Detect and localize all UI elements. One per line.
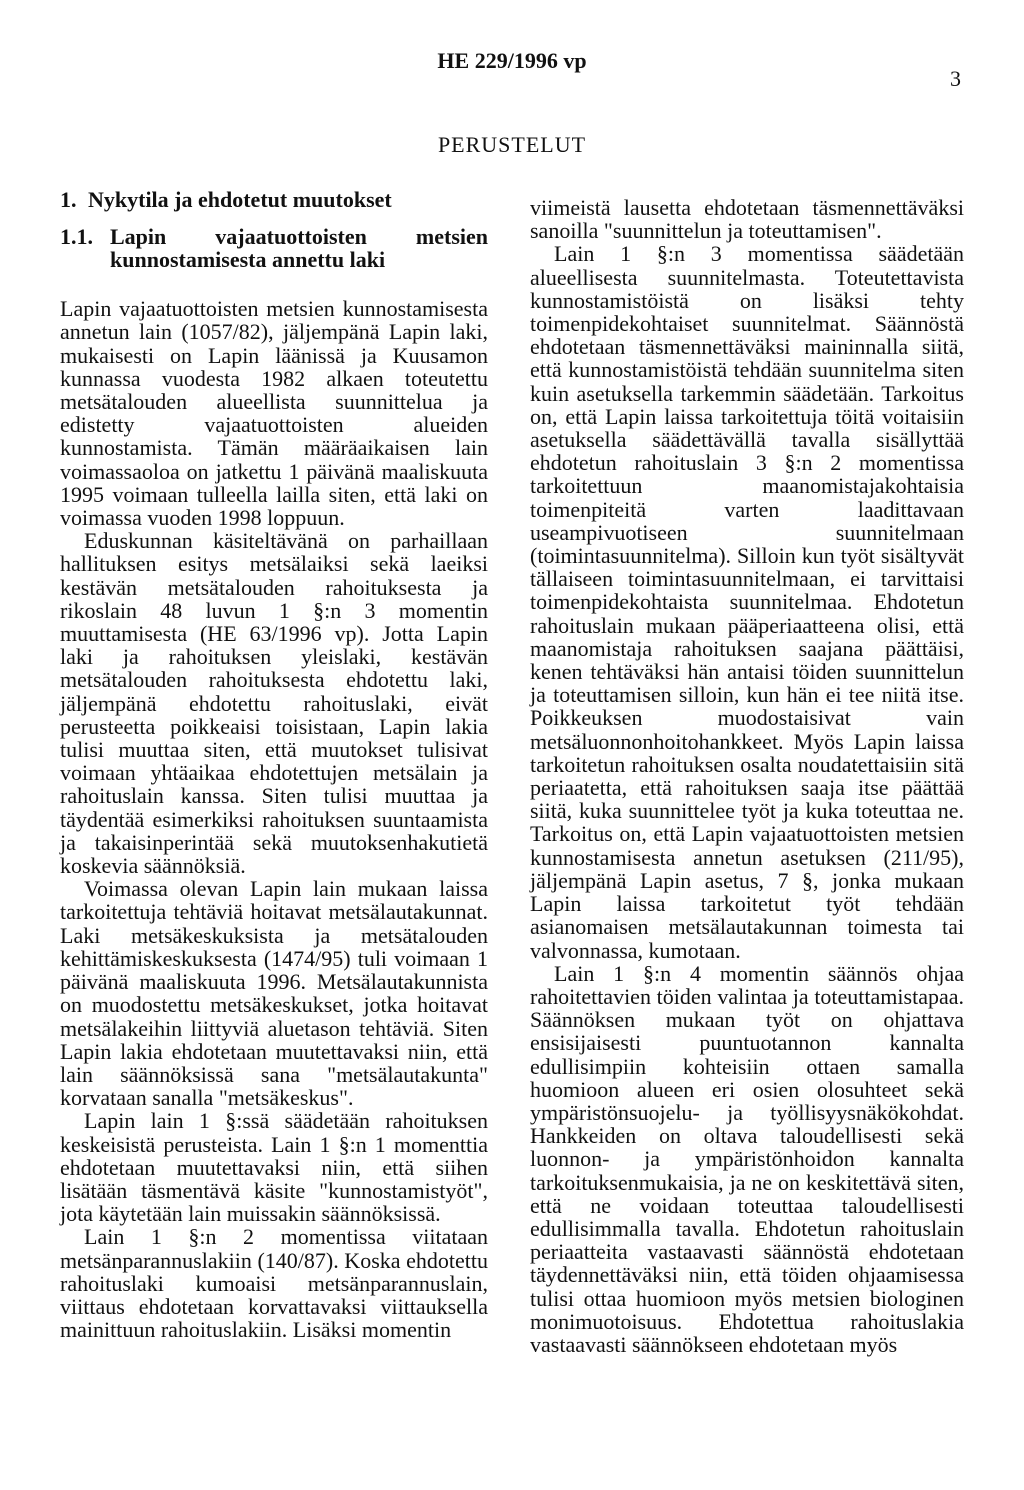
paragraph: viimeistä lausetta ehdotetaan täsmennettäväksi sanoilla "suunnittelun ja toteuttamisen". xyxy=(530,195,964,244)
section-heading-1 xyxy=(60,188,488,211)
paragraph: Eduskunnan käsiteltävänä on parhaillaan hallituksen esitys metsälaiksi sekä laeiksi kestävän metsätalouden rahoituksesta ja rikoslain 48 luvun 1 §:n 3 momentin muuttamisesta (HE 63/1996 vp). Jotta Lapin laki ja rahoituksen yleislaki, kestävän metsätalouden rahoituksesta ehdotettu laki, jäljempänä ehdotettu rahoituslaki, eivät perusteetta poikkeaisi toisistaan, Lapin lakia tulisi muuttaa siten, että muutokset tulisivat voimaan yhtäaikaa ehdotettujen metsälain ja rahoituslain kanssa. Siten tulisi muuttaa ja täydentää esimerkiksi rahoituksen suuntaamista ja takaisinperintää sekä muutoksenhakutietä koskevia säännöksiä. xyxy=(60,528,488,879)
paragraph: Lapin lain 1 §:ssä säädetään rahoituksen keskeisistä perusteista. Lain 1 §:n 1 momenttia ehdotetaan muutettavaksi niin, että siihen lisätään täsmentävä käsite "kunnostamistyöt", jota käytetään lain muissakin säännöksissä. xyxy=(60,1108,488,1227)
section-number: 1. xyxy=(60,187,77,212)
right-column xyxy=(530,196,964,1356)
left-column xyxy=(60,188,488,1341)
subsection-number: 1.1. xyxy=(60,224,93,250)
section-title: PERUSTELUT xyxy=(437,132,587,157)
section-heading-text: Nykytila ja ehdotetut muutokset xyxy=(88,187,392,212)
paragraph: Lain 1 §:n 3 momentissa säädetään alueellisesta suunnitelmasta. Toteutettavista kunnostamistöistä on lisäksi tehty toimenpidekohtaiset suunnitelmat. Säännöstä ehdotetaan täsmennettäväksi maininnalla siitä, että kunnostamistöistä tehdään suunnitelma siten kuin asetuksella tarkemmin säädetään. Tarkoitus on, että Lapin laissa tarkoitettuja töitä voitaisiin asetuksella säädettävällä tavalla sisällyttää ehdotetun rahoituslain 3 §:n 2 momentissa tarkoitettuun maanomistajakohtaisia toimenpiteitä varten laadittavaan useampivuotiseen suunnitelmaan (toimintasuunnitelma). Silloin kun työt sisältyvät tällaiseen toimintasuunnitelmaan, ei tarvittaisi toimenpidekohtaista suunnitelmaa. Ehdotetun rahoituslain mukaan pääperiaatteena olisi, että maanomistaja rahoituksen saajana päättäisi, kenen tehtäväksi hän antaisi töiden suunnittelun ja toteuttamisen silloin, kun hän ei tee niitä itse. Poikkeuksen muodostaisivat vain metsäluonnonhoitohankkeet. Myös Lapin laissa tarkoitetun rahoituksen osalta noudatettaisiin sitä periaatetta, että rahoituksen saaja itse päättää siitä, kuka suunnittelee työt ja kuka toteuttaa ne. Tarkoitus on, että Lapin vajaatuottoisten metsien kunnostamisesta annetun asetuksen (211/95), jäljempänä Lapin asetus, 7 §, jonka mukaan Lapin laissa tarkoitetut työt tehdään asianomaisen metsälautakunnan toimesta tai valvonnassa, kumotaan. xyxy=(530,241,964,963)
paragraph: Lain 1 §:n 2 momentissa viitataan metsänparannuslakiin (140/87). Koska ehdotettu rahoituslaki kumoaisi metsänparannuslain, viittaus ehdotetaan korvattavaksi viittauksella mainittuun rahoituslakiin. Lisäksi momentin xyxy=(60,1224,488,1343)
page-number: 3 xyxy=(950,66,961,91)
paragraph: Lain 1 §:n 4 momentin säännös ohjaa rahoitettavien töiden valintaa ja toteuttamistapaa. Säännöksen mukaan työt on ohjattava ensisijaisesti puuntuotannon kannalta edullisimpiin kohteisiin ottaen samalla huomioon alueen eri osien olosuhteet sekä ympäristönsuojelu- ja työllisyysnäkökohdat. Hankkeiden on oltava taloudellisesti sekä luonnon- ja ympäristönhoidon kannalta tarkoituksenmukaisia, ja ne on keskitettävä siten, että ne voidaan toteuttaa taloudellisesti edullisimmalla tavalla. Ehdotetun rahoituslain periaatteita vastaavasti säännöstä ehdotetaan täydennettäväksi niin, että töiden ohjaamisessa tulisi ottaa huomioon myös metsien biologinen monimuotoisuus. Ehdotettua rahoituslakia vastaavasti säännökseen ehdotetaan myös xyxy=(530,960,964,1357)
subsection-heading-text: Lapin vajaatuottoisten metsien kunnostamisesta annettu laki xyxy=(110,224,488,273)
paragraph: Lapin vajaatuottoisten metsien kunnostamisesta annetun lain (1057/82), jäljempänä Lapin laki, mukaisesti on Lapin läänissä ja Kuusamon kunnassa vuodesta 1982 alkaen toteutettu metsätalouden alueellista suunnittelua ja edistetty vajaatuottoisten alueiden kunnostamista. Tämän määräaikaisen lain voimassaoloa on jatkettu 1 päivänä maaliskuuta 1995 voimaan tulleella lailla siten, että laki on voimassa vuoden 1998 loppuun. xyxy=(60,296,488,531)
running-head: HE 229/1996 vp xyxy=(437,48,587,73)
subsection-heading-1-1 xyxy=(60,225,488,271)
paragraph: Voimassa olevan Lapin lain mukaan laissa tarkoitettuja tehtäviä hoitavat metsälautakunnat. Laki metsäkeskuksista ja metsätalouden kehittämiskeskuksesta (1474/95) tuli voimaan 1 päivänä maaliskuuta 1996. Metsälautakunnista on muodostettu metsäkeskukset, jotka hoitavat metsälakeihin liittyviä aluetason tehtäviä. Siten Lapin lakia ehdotetaan muutettavaksi niin, että lain säännöksissä sana "metsälautakunta" korvataan sanalla "metsäkeskus". xyxy=(60,876,488,1111)
